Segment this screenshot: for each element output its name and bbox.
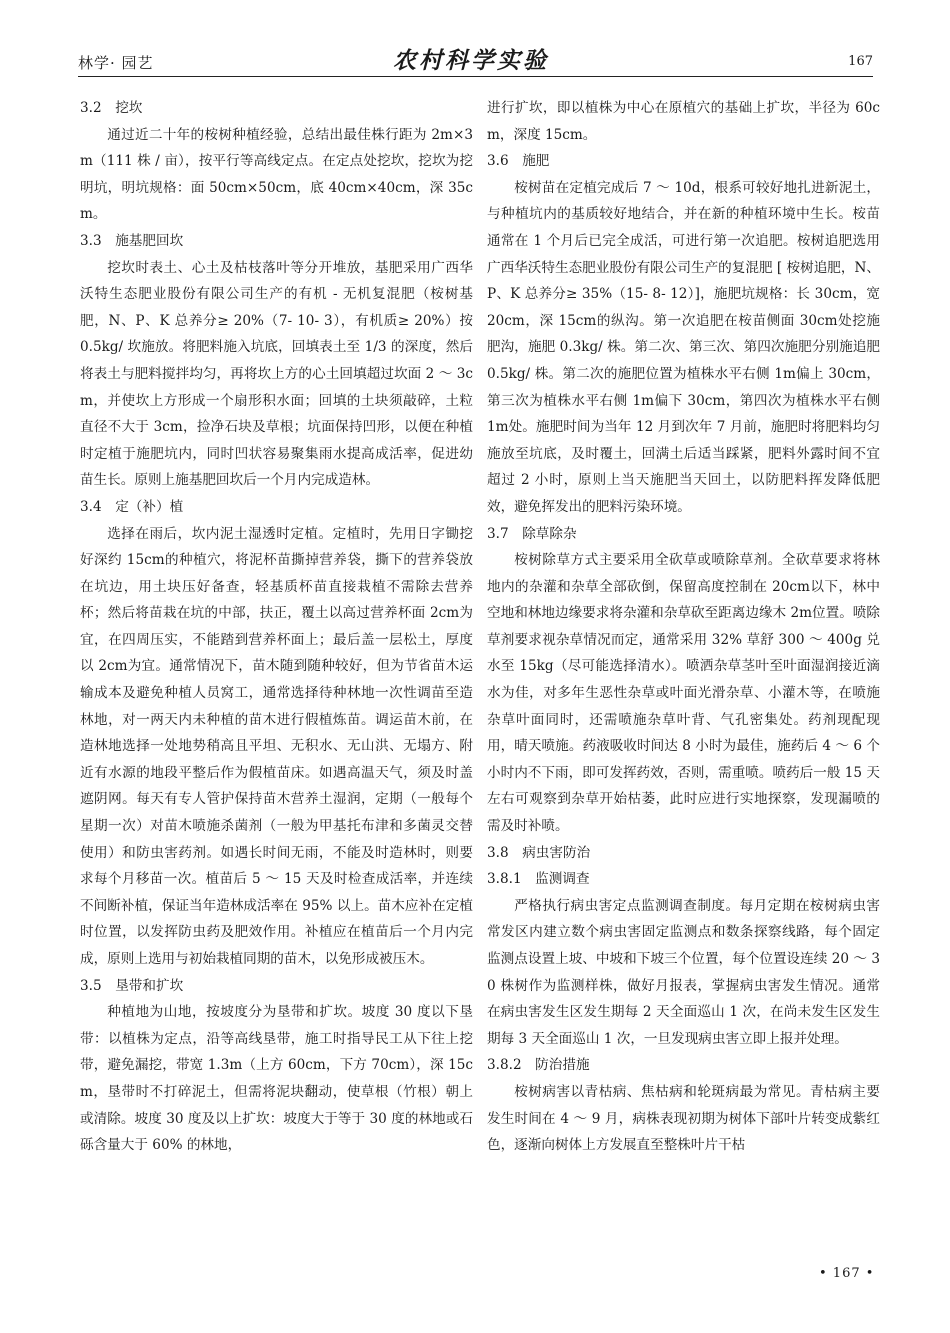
paragraph: 桉树苗在定植完成后 7 ～ 10d，根系可较好地扎进新泥土，与种植坑内的基质较好地结合，并在新的种植环境中生长。桉苗通常在 1 个月后已完全成活，可进行第一次追肥。桉树追肥选用广西华沃特生态肥业股份有限公司生产的复混肥 [ 桉树追肥，N、P、K 总养分≥ 35%（15- 8- 12）]，施肥坑规格：长 30cm，宽 20cm，深 15cm的纵沟。第一次追肥在桉苗侧面 30cm处挖施肥沟，施肥 0.3kg/ 株。第二次、第三次、第四次施肥分别施追肥 0.5kg/ 株。第二次的施肥位置为植株水平右侧 1m偏上 30cm，第三次为植株水平右侧 1m偏下 30cm，第四次为植株水平右侧 1m处。施肥时间为当年 12 月到次年 7 月前，施肥时将肥料均匀施放至坑底，及时覆土，回满土后适当踩紧，肥料外露时间不宜超过 2 小时，原则上当天施肥当天回土，以防肥料挥发降低肥效，避免挥发出的肥料污染环境。 bbox=[487, 179, 880, 515]
section-label: 林学· 园艺 bbox=[78, 54, 154, 72]
section-heading-3-2: 3.2 挖坎 bbox=[80, 100, 143, 116]
section-heading-3-5: 3.5 垦带和扩坎 bbox=[80, 977, 184, 994]
header-page-number: 167 bbox=[848, 54, 873, 69]
section-heading-3-4: 3.4 定（补）植 bbox=[80, 498, 184, 515]
paragraph-continued: 进行扩坎，即以植株为中心在原植穴的基础上扩坎，半径为 60cm，深度 15cm。 bbox=[487, 100, 880, 143]
section-heading-3-7: 3.7 除草除杂 bbox=[487, 525, 577, 542]
left-column bbox=[80, 95, 473, 1159]
section-heading-3-8-1: 3.8.1 监测调查 bbox=[487, 871, 590, 888]
paragraph: 挖坎时表土、心土及枯枝落叶等分开堆放，基肥采用广西华沃特生态肥业股份有限公司生产的有机 - 无机复混肥（桉树基肥，N、P、K 总养分≥ 20%（7- 10- 3），有机质≥ 20%）按 0.5kg/ 坎施放。将肥料施入坑底，回填表土至 1/3 的深度，然后将表土与肥料搅拌均匀，再将坎上方的心土回填超过坎面 2 ～ 3cm，并使坎上方形成一个扇形积水面；回填的土块须敲碎，土粒直径不大于 3cm，捡净石块及草根；坑面保持凹形，以便在种植时定植于施肥坑内，同时凹状容易聚集雨水提高成活率，促进幼苗生长。原则上施基肥回坎后一个月内完成造林。 bbox=[80, 259, 473, 489]
page-footer-number: • 167 • bbox=[819, 1266, 875, 1281]
paragraph: 通过近二十年的桉树种植经验，总结出最佳株行距为 2m×3m（111 株 / 亩），按平行等高线定点。在定点处挖坎，挖坎为挖明坑，明坑规格：面 50cm×50cm，底 40cm×40cm，深 35cm。 bbox=[80, 126, 473, 223]
paragraph: 严格执行病虫害定点监测调查制度。每月定期在桉树病虫害常发区内建立数个病虫害固定监测点和数条探察线路，每个固定监测点设置上坡、中坡和下坡三个位置，每个位置设连续 20 ～ 30 株树作为监测样株，做好月报表，掌握病虫害发生情况。通常在病虫害发生区发生期每 2 天全面巡山 1 次，在尚未发生区发生期每 3 天全面巡山 1 次，一旦发现病虫害立即上报并处理。 bbox=[487, 897, 880, 1047]
section-heading-3-3: 3.3 施基肥回坎 bbox=[80, 232, 184, 249]
paragraph: 桉树病害以青枯病、焦枯病和轮斑病最为常见。青枯病主要发生时间在 4 ～ 9 月，病株表现初期为树体下部叶片转变成紫红色，逐渐向树体上方发展直至整株叶片干枯 bbox=[487, 1083, 880, 1154]
section-heading-3-8: 3.8 病虫害防治 bbox=[487, 844, 591, 861]
paragraph: 种植地为山地，按坡度分为垦带和扩坎。坡度 30 度以下垦带：以植株为定点，沿等高线垦带，施工时指导民工从下往上挖带，避免漏挖，带宽 1.3m（上方 60cm，下方 70cm），深 15cm，垦带时不打碎泥土，但需将泥块翻动，使草根（竹根）朝上或清除。坡度 30 度及以上扩坎：坡度大于等于 30 度的林地或石砾含量大于 60% 的林地， bbox=[80, 1004, 473, 1154]
journal-title: 农村科学实验 bbox=[393, 48, 549, 74]
paragraph: 选择在雨后，坎内泥土湿透时定植。定植时，先用日字锄挖好深约 15cm的种植穴，将泥杯苗撕掉营养袋，撕下的营养袋放在坑边，用土块压好备查，轻基质杯苗直接栽植不需除去营养杯；然后将苗栽在坑的中部，扶正，覆土以高过营养杯面 2cm为宜，在四周压实，不能踏到营养杯面上；最后盖一层松土，厚度以 2cm为宜。通常情况下，苗木随到随种较好，但为节省苗木运输成本及避免种植人员窝工，通常选择待种林地一次性调苗至造林地，对一两天内未种植的苗木进行假植炼苗。调运苗木前，在造林地选择一处地势稍高且平坦、无积水、无山洪、无塌方、附近有水源的地段平整后作为假植苗床。如遇高温天气，须及时盖遮阴网。每天有专人管护保持苗木营养土湿润，定期（一般每个星期一次）对苗木喷施杀菌剂（一般为甲基托布津和多菌灵交替使用）和防虫害药剂。如遇长时间无雨，不能及时造林时，则要求每个月移苗一次。植苗后 5 ～ 15 天及时检查成活率，并连续不间断补植，保证当年造林成活率在 95% 以上。苗木应补在定植时位置，以发挥防虫药及肥效作用。补植应在植苗后一个月内完成，原则上选用与初始栽植同期的苗木，以免形成被压木。 bbox=[80, 525, 473, 967]
paragraph: 桉树除草方式主要采用全砍草或喷除草剂。全砍草要求将林地内的杂灌和杂草全部砍倒，保留高度控制在 20cm以下，林中空地和林地边缘要求将杂灌和杂草砍至距离边缘木 2m位置。喷除草剂要求视杂草情况而定，通常采用 32% 草舒 300 ～ 400g 兑水至 15kg（尽可能选择清水）。喷洒杂草茎叶至叶面湿润接近滴水为佳，对多年生恶性杂草或叶面光滑杂草、小灌木等，在喷施杂草叶面同时，还需喷施杂草叶背、气孔密集处。药剂现配现用，晴天喷施。药液吸收时间达 8 小时为最佳，施药后 4 ～ 6 个小时内不下雨，即可发挥药效，否则，需重喷。喷药后一般 15 天左右可观察到杂草开始枯萎，此时应进行实地探察，发现漏喷的需及时补喷。 bbox=[487, 552, 880, 835]
section-heading-3-6: 3.6 施肥 bbox=[487, 153, 550, 170]
section-heading-3-8-2: 3.8.2 防治措施 bbox=[487, 1057, 590, 1074]
right-column bbox=[487, 95, 880, 1159]
page-header bbox=[78, 42, 873, 77]
